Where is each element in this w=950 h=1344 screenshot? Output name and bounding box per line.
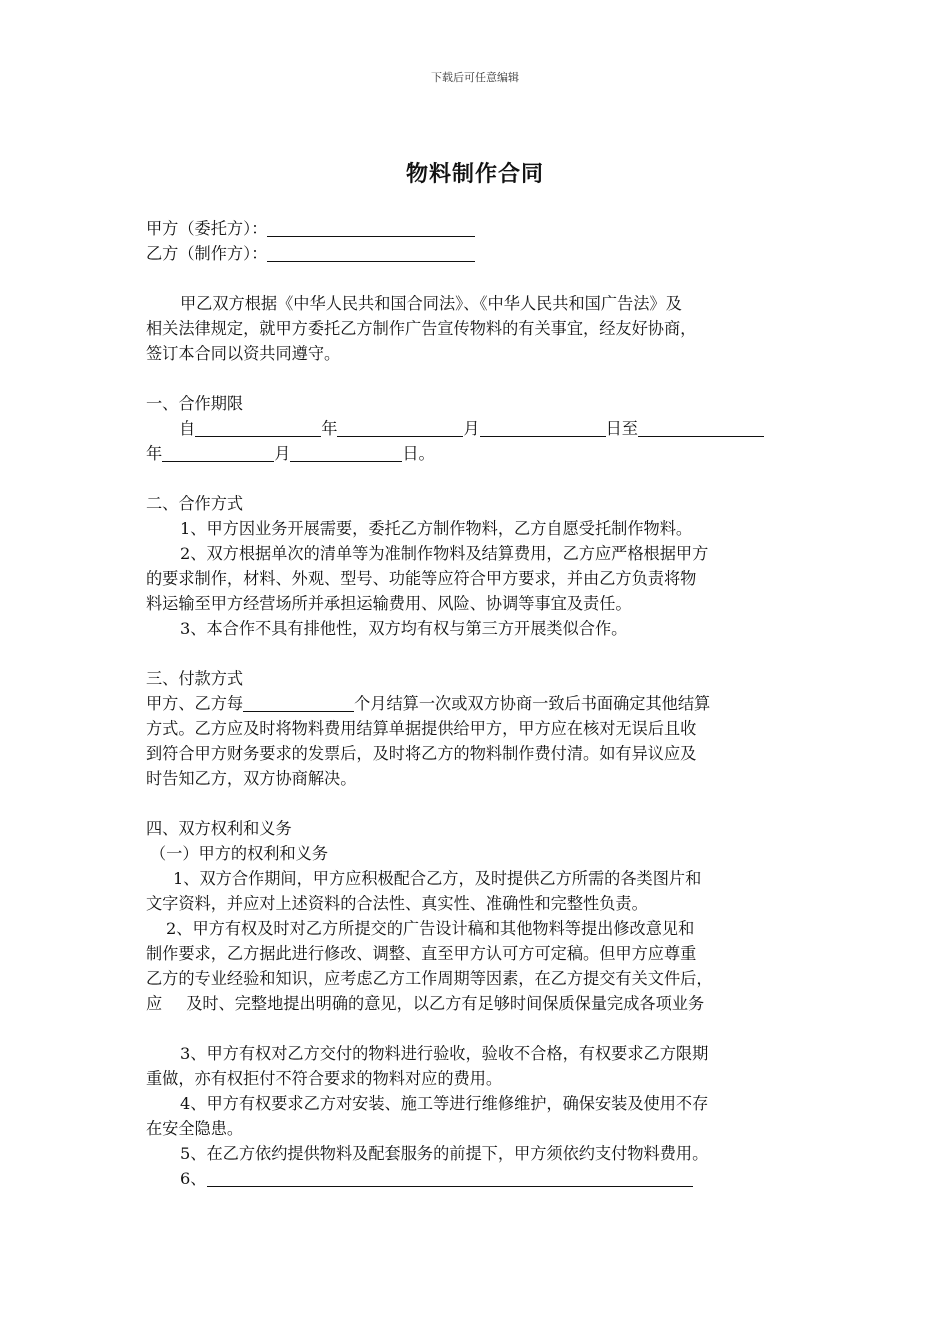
s3-line-3: 到符合甲方财务要求的发票后，及时将乙方的物料制作费付清。如有异议应及 bbox=[146, 744, 697, 763]
party-a-label: 甲方（委托方）： bbox=[146, 219, 268, 238]
section-1-heading: 一、合作期限 bbox=[146, 394, 244, 413]
s4-item-1-line-2: 文字资料，并应对上述资料的合法性、真实性、准确性和完整性负责。 bbox=[146, 894, 648, 913]
intro-line-1: 甲乙双方根据《中华人民共和国合同法》、《中华人民共和国广告法》及 bbox=[180, 294, 682, 313]
s2-item-3: 3、本合作不具有排他性，双方均有权与第三方开展类似合作。 bbox=[180, 619, 628, 638]
section-3-heading: 三、付款方式 bbox=[146, 669, 244, 688]
s4-subheading-1: （一）甲方的权利和义务 bbox=[150, 844, 329, 863]
s2-item-2-line-3: 料运输至甲方经营场所并承担运输费用、风险、协调等事宜及责任。 bbox=[146, 594, 632, 613]
party-b-blank[interactable] bbox=[267, 243, 475, 262]
end-day-blank[interactable] bbox=[290, 443, 402, 462]
s4-item-2-line-4b: 及时、完整地提出明确的意见，以乙方有足够时间保质保量完成各项业务 bbox=[186, 994, 705, 1013]
start-year-label: 年 bbox=[321, 419, 338, 438]
header-note: 下载后可任意编辑 bbox=[431, 71, 519, 84]
end-month-blank[interactable] bbox=[162, 443, 274, 462]
s2-item-2-line-1: 2、双方根据单次的清单等为准制作物料及结算费用，乙方应严格根据甲方 bbox=[180, 544, 709, 563]
end-month-label: 月 bbox=[274, 444, 291, 463]
s3-line-2: 方式。乙方应及时将物料费用结算单据提供给甲方，甲方应在核对无误后且收 bbox=[146, 719, 697, 738]
term-line-1 bbox=[146, 416, 814, 441]
s4-item-2-line-4 bbox=[146, 991, 814, 1016]
intro-line-3: 签订本合同以资共同遵守。 bbox=[146, 344, 341, 363]
settlement-period-blank[interactable] bbox=[243, 693, 354, 712]
end-year-blank[interactable] bbox=[638, 418, 764, 437]
party-a-blank[interactable] bbox=[267, 218, 475, 237]
s4-item-2-line-3: 乙方的专业经验和知识，应考虑乙方工作周期等因素，在乙方提交有关文件后， bbox=[146, 969, 713, 988]
term-from-label: 自 bbox=[179, 419, 196, 438]
section-4-heading: 四、双方权利和义务 bbox=[146, 819, 292, 838]
s4-item-3-line-2: 重做，亦有权拒付不符合要求的物料对应的费用。 bbox=[146, 1069, 503, 1088]
s2-item-1: 1、甲方因业务开展需要，委托乙方制作物料，乙方自愿受托制作物料。 bbox=[180, 519, 693, 538]
party-b-label: 乙方（制作方）： bbox=[146, 244, 268, 263]
s4-item-2-line-4a: 应 bbox=[146, 994, 163, 1013]
section-2-heading: 二、合作方式 bbox=[146, 494, 244, 513]
start-year-blank[interactable] bbox=[195, 418, 321, 437]
s2-item-2-line-2: 的要求制作，材料、外观、型号、功能等应符合甲方要求，并由乙方负责将物 bbox=[146, 569, 697, 588]
s4-item-5: 5、在乙方依约提供物料及配套服务的前提下，甲方须依约支付物料费用。 bbox=[180, 1144, 709, 1163]
s4-item-6 bbox=[146, 1166, 814, 1191]
start-day-blank[interactable] bbox=[480, 418, 606, 437]
s4-item-1-line-1: 1、双方合作期间，甲方应积极配合乙方，及时提供乙方所需的各类图片和 bbox=[173, 869, 702, 888]
contract-body bbox=[146, 216, 814, 1191]
document-title: 物料制作合同 bbox=[405, 162, 544, 187]
end-year-label: 年 bbox=[146, 444, 163, 463]
start-month-blank[interactable] bbox=[337, 418, 463, 437]
party-b-line bbox=[146, 241, 814, 266]
s3-line-1-pre: 甲方、乙方每 bbox=[146, 694, 244, 713]
s4-item-4-line-2: 在安全隐患。 bbox=[146, 1119, 244, 1138]
s4-item-3-line-1: 3、甲方有权对乙方交付的物料进行验收，验收不合格，有权要求乙方限期 bbox=[180, 1044, 709, 1063]
party-a-line bbox=[146, 216, 814, 241]
end-day-label: 日。 bbox=[402, 444, 435, 463]
s4-item-4-line-1: 4、甲方有权要求乙方对安装、施工等进行维修维护，确保安装及使用不存 bbox=[180, 1094, 709, 1113]
s4-item-6-label: 6、 bbox=[180, 1169, 207, 1188]
s3-line-1-post: 个月结算一次或双方协商一致后书面确定其他结算 bbox=[354, 694, 711, 713]
s4-item-2-line-1: 2、甲方有权及时对乙方所提交的广告设计稿和其他物料等提出修改意见和 bbox=[166, 919, 695, 938]
intro-line-2: 相关法律规定，就甲方委托乙方制作广告宣传物料的有关事宜，经友好协商， bbox=[146, 319, 697, 338]
s3-line-4: 时告知乙方，双方协商解决。 bbox=[146, 769, 357, 788]
start-day-to-label: 日至 bbox=[605, 419, 638, 438]
item-6-blank[interactable] bbox=[207, 1168, 693, 1187]
start-month-label: 月 bbox=[463, 419, 480, 438]
s4-item-2-line-2: 制作要求，乙方据此进行修改、调整、直至甲方认可方可定稿。但甲方应尊重 bbox=[146, 944, 697, 963]
term-line-2 bbox=[146, 441, 814, 466]
s3-line-1 bbox=[146, 691, 814, 716]
